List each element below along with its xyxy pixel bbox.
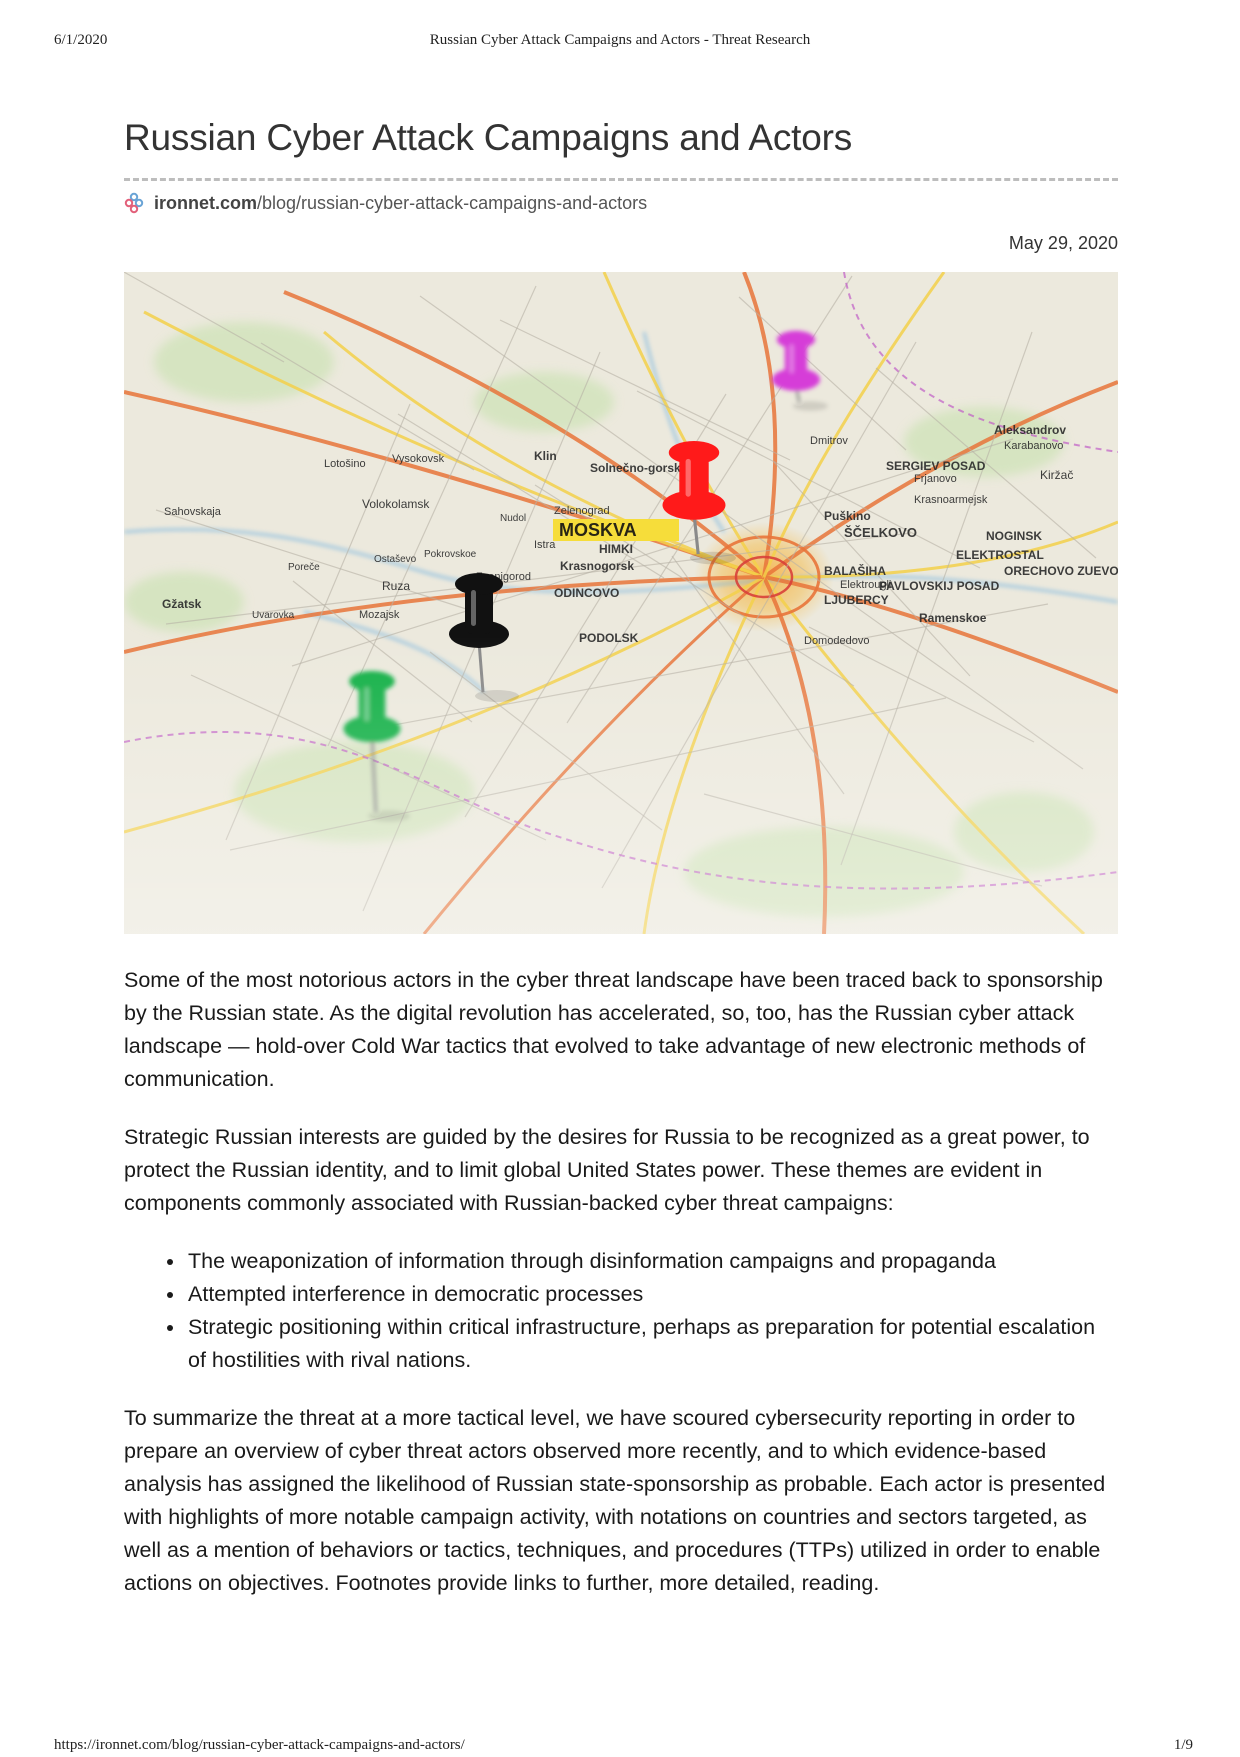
paragraph-2: Strategic Russian interests are guided by the desires for Russia to be recognized as a great power, to protect the Russian identity, and to limit global United States power. These themes are evident in components commonly associated with Russian-backed cyber threat campaigns: (124, 1125, 1090, 1215)
source-line (124, 189, 1118, 217)
paragraph-3: To summarize the threat at a more tactical level, we have scoured cybersecurity reporting in order to prepare an overview of cyber threat actors observed more recently, and to which evidence-based analysis has assigned the likelihood of Russian state-sponsorship as probable. Each actor is presented with highlights of more notable campaign activity, with notations on countries and sectors targeted, as well as a mention of behaviors or tactics, techniques, and procedures (TTPs) utilized in order to enable actions on objectives. Footnotes provide links to further, more detailed, reading. (124, 1406, 1106, 1595)
source-domain[interactable]: ironnet.com (154, 192, 258, 213)
source-path[interactable]: /blog/russian-cyber-attack-campaigns-and-actors (257, 192, 648, 213)
print-date: 6/1/2020 (54, 32, 108, 48)
print-header (0, 32, 1240, 52)
article-body (124, 964, 1118, 1625)
print-footer (0, 1737, 1240, 1757)
article-date: May 29, 2020 (1008, 233, 1118, 253)
list-item: • Strategic positioning within critical infrastructure, perhaps as preparation for potential escalation of hostilities with rival nations. (186, 1311, 1118, 1377)
page-number: 1/9 (1173, 1737, 1193, 1753)
article (124, 112, 1118, 1595)
ironnet-logo-icon (124, 192, 144, 214)
map-illustration (124, 272, 1118, 934)
title-divider (124, 178, 1118, 181)
interest-bullet-list (124, 1245, 1118, 1377)
article-title: Russian Cyber Attack Campaigns and Actors (124, 117, 853, 158)
paragraph-1: Some of the most notorious actors in the cyber threat landscape have been traced back to sponsorship by the Russian state. As the digital revolution has accelerated, so, too, has the Russian cyber attack landscape — hold-over Cold War tactics that evolved to take advantage of new electronic methods of communication. (124, 968, 1103, 1091)
hero-map-image (124, 272, 1118, 934)
list-item: • The weaponization of information through disinformation campaigns and propaganda (186, 1245, 1118, 1278)
print-doc-title: Russian Cyber Attack Campaigns and Actors - Threat Research (429, 32, 811, 48)
list-item: • Attempted interference in democratic processes (186, 1278, 1118, 1311)
print-url[interactable]: https://ironnet.com/blog/russian-cyber-attack-campaigns-and-actors/ (54, 1737, 465, 1753)
